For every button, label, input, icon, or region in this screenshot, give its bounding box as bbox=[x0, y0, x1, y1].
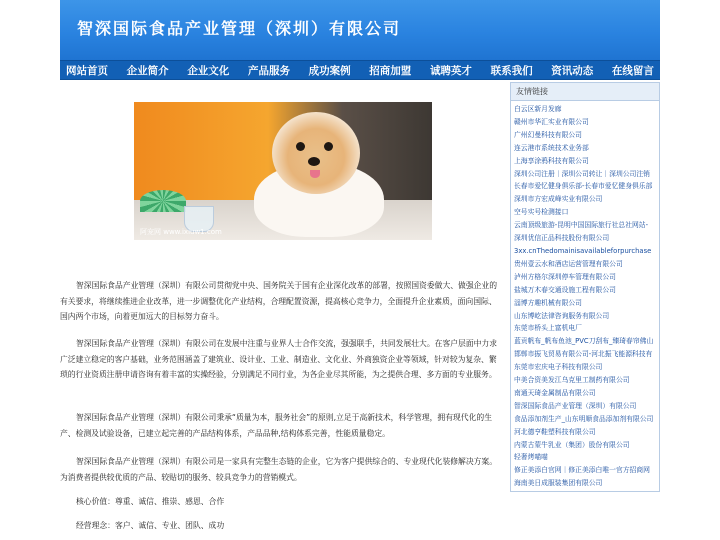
friend-link[interactable]: 南通天琦金属制品有限公司 bbox=[514, 388, 596, 397]
friend-link[interactable]: 内蒙古蒙牛乳业（集团）股份有限公司 bbox=[514, 440, 630, 449]
friend-link[interactable]: 广州幻曼科技有限公司 bbox=[514, 130, 582, 139]
friend-link[interactable]: 海南美日成服装集团有限公司 bbox=[514, 479, 603, 488]
friend-link[interactable]: 轻奢烤喵喵 bbox=[514, 453, 548, 462]
nav-cases[interactable]: 成功案例 bbox=[308, 64, 351, 77]
friend-link[interactable]: 邯郸市振飞贸易有限公司-河北振飞能源科技有 bbox=[514, 350, 653, 359]
friend-link[interactable]: 泸州方格尔深圳停车管理有限公司 bbox=[514, 272, 616, 281]
friend-link[interactable]: 空号实号检测接口 bbox=[514, 208, 569, 217]
friend-link[interactable]: 白云区新月发廊 bbox=[514, 105, 562, 113]
friend-link[interactable]: 智深国际食品产业管理（深圳）有限公司 bbox=[514, 401, 637, 410]
friend-link[interactable]: 深圳市方宏成峰实业有限公司 bbox=[514, 195, 603, 204]
friend-link[interactable]: 盐城万木春交通设施工程有限公司 bbox=[514, 285, 616, 294]
nav-contact[interactable]: 联系我们 bbox=[490, 64, 533, 77]
intro-paragraph-4: 智深国际食品产业管理（深圳）有限公司是一家具有完整生态链的企业，它为客户提供综合的、专业现代化装修解决方案。为消费者提供较优质的产品、较贴切的服务、较具竞争力的营销模式。 bbox=[60, 457, 498, 482]
friend-link[interactable]: 深圳优信正品科技股份有限公司 bbox=[514, 234, 610, 243]
friend-link[interactable]: 淄博方趣机械有限公司 bbox=[514, 298, 582, 307]
nav-about[interactable]: 企业简介 bbox=[126, 64, 169, 77]
friend-link[interactable]: 深圳公司注册｜深圳公司转让｜深圳公司注销 bbox=[514, 169, 650, 178]
nav-news[interactable]: 资讯动态 bbox=[551, 64, 594, 77]
friend-link[interactable]: 连云港市系统技术业务部 bbox=[514, 143, 589, 152]
main-nav bbox=[60, 60, 660, 80]
dog-tongue bbox=[310, 170, 320, 178]
friend-link[interactable]: 贵州壹云水和酒店运营管理有限公司 bbox=[514, 259, 623, 268]
photo-watermark: 阿宠网 www.ixiuw1.com bbox=[140, 228, 222, 236]
friend-links-title: 友情链接 bbox=[511, 83, 659, 101]
friend-links-list bbox=[511, 101, 659, 490]
site-title: 智深国际食品产业管理（深圳）有限公司 bbox=[77, 19, 402, 38]
friend-link[interactable]: 山东博屹法律咨询服务有限公司 bbox=[514, 311, 610, 320]
dog-photo bbox=[134, 102, 432, 240]
friend-link[interactable]: 长春市爱忆健身俱乐部-长春市爱忆健身俱乐部 bbox=[514, 182, 653, 191]
friend-link[interactable]: 东莞市宏庆电子科技有限公司 bbox=[514, 363, 603, 372]
friend-link[interactable]: 中美合资美发江乌克里工制药有限公司 bbox=[514, 376, 630, 385]
intro-paragraph-2: 智深国际食品产业管理（深圳）有限公司在发展中注重与业界人士合作交流，强强联手，共同发展壮大。在客户层面中力求广泛建立稳定的客户基础，业务范围涵盖了建筑业、设计业、工业、制造业、文化业、外商独资企业等领域，针对较为复杂、繁琐的行业资质注册申请咨询有着丰富的实操经验，分别满足不同行业，为各企业尽其所能，为之提供合理、多方面的专业服务。 bbox=[60, 339, 498, 379]
friend-link[interactable]: 蓝贡帆布_帆布鱼池_PVC刀刮布_臻琦春帘佛山 bbox=[514, 337, 654, 346]
dog-eye-left bbox=[296, 142, 305, 151]
dog-head bbox=[272, 112, 360, 194]
intro-paragraph-1: 智深国际食品产业管理（深圳）有限公司贯彻党中央、国务院关于国有企业深化改革的部署，按照国资委做大、做强企业的有关要求，将继续推进企业改革，进一步调整优化产业结构，合理配置资源，提高核心竞争力，全面提升企业素质，面向国际、国内两个市场，向着更加远大的目标努力奋斗。 bbox=[60, 281, 498, 321]
friend-link[interactable]: 东莞市桥头上富机电厂 bbox=[514, 324, 582, 333]
friend-link[interactable]: 3xx.cnThedomainisavailableforpurchase bbox=[514, 246, 652, 255]
friend-link[interactable]: 河北德亨鞋塑科技有限公司 bbox=[514, 427, 596, 436]
intro-paragraph-3: 智深国际食品产业管理（深圳）有限公司秉承“质量为本，服务社会”的原则,立足于高新技术，科学管理，拥有现代化的生产、检测及试验设备，已建立起完善的产品结构体系，产品品种,结构体系完善，性能质量稳定。 bbox=[60, 413, 492, 438]
nav-products[interactable]: 产品服务 bbox=[247, 64, 290, 77]
core-values: 核心价值：尊重、诚信、推崇、感恩、合作 bbox=[76, 497, 225, 506]
friend-links-panel bbox=[510, 82, 660, 492]
cocktail-umbrella-icon bbox=[140, 190, 186, 212]
nav-franchise[interactable]: 招商加盟 bbox=[369, 64, 412, 77]
friend-link[interactable]: 修正美添白官网｜修正美添白唯一官方招商网 bbox=[514, 466, 650, 475]
nav-careers[interactable]: 诚聘英才 bbox=[429, 64, 472, 77]
nav-culture[interactable]: 企业文化 bbox=[187, 64, 230, 77]
page-wrapper bbox=[60, 0, 660, 540]
friend-link[interactable]: 上海享涂鸦科技有限公司 bbox=[514, 156, 589, 165]
dog-nose bbox=[308, 157, 320, 166]
business-philosophy: 经营理念：客户、诚信、专业、团队、成功 bbox=[76, 521, 225, 530]
nav-home[interactable]: 网站首页 bbox=[66, 64, 108, 77]
friend-link[interactable]: 云南顶级旅游-昆明中国国际旅行社总社网站- bbox=[514, 221, 649, 230]
nav-message[interactable]: 在线留言 bbox=[611, 64, 654, 77]
header-banner bbox=[60, 0, 660, 60]
friend-link[interactable]: 食品添加剂生产_山东明顺食品添加剂有限公司 bbox=[514, 414, 654, 423]
friend-link[interactable]: 赣州市华汇实业有限公司 bbox=[514, 117, 589, 126]
dog-eye-right bbox=[324, 142, 333, 151]
